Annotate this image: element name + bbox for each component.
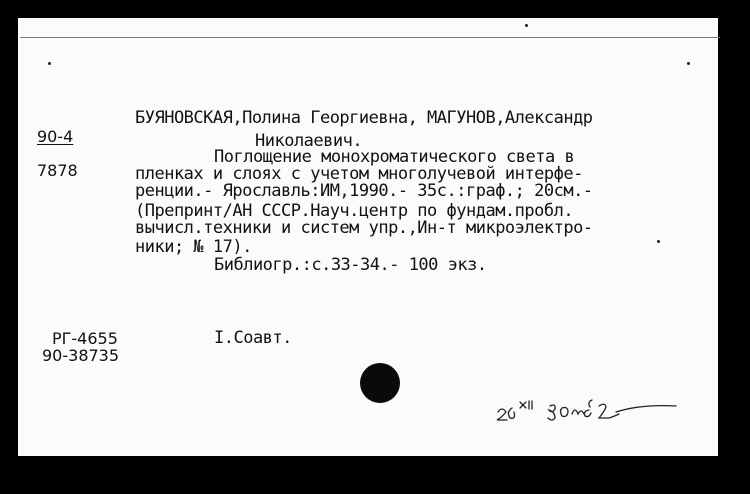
tracing: I.Соавт. xyxy=(214,328,292,348)
speck xyxy=(657,240,660,243)
card-number: 7878 xyxy=(37,161,78,180)
body-line-4: (Препринт/АН СССР.Науч.центр по фундам.пробл. xyxy=(135,201,574,221)
body-line-3: ренции.- Ярославль:ИМ,1990.- 35с.:граф.; 20см.- xyxy=(135,181,593,201)
bibliography-note: Библиогр.:с.33-34.- 100 экз. xyxy=(214,255,487,275)
speck xyxy=(48,62,51,65)
punch-hole xyxy=(360,363,400,403)
body-line-5: вычисл.техники и систем упр.,Ин-т микроэлектро- xyxy=(135,218,593,238)
speck xyxy=(525,24,528,27)
author-heading-continuation: Николаевич. xyxy=(255,131,363,151)
body-line-1: Поглощение монохроматического света в xyxy=(214,147,575,167)
top-rule xyxy=(20,37,720,38)
author-heading: БУЯНОВСКАЯ,Полина Георгиевна, МАГУНОВ,Александр xyxy=(135,108,593,128)
body-line-2: пленках и слоях с учетом многолучевой интерфе- xyxy=(135,164,583,184)
handwritten-annotation xyxy=(494,392,684,424)
classification-code: 90-4 xyxy=(37,127,74,146)
body-line-6: ники; № 17). xyxy=(135,237,252,257)
call-number-1: РГ-4655 xyxy=(52,329,118,348)
speck xyxy=(687,62,690,65)
call-number-2: 90-38735 xyxy=(42,346,120,365)
